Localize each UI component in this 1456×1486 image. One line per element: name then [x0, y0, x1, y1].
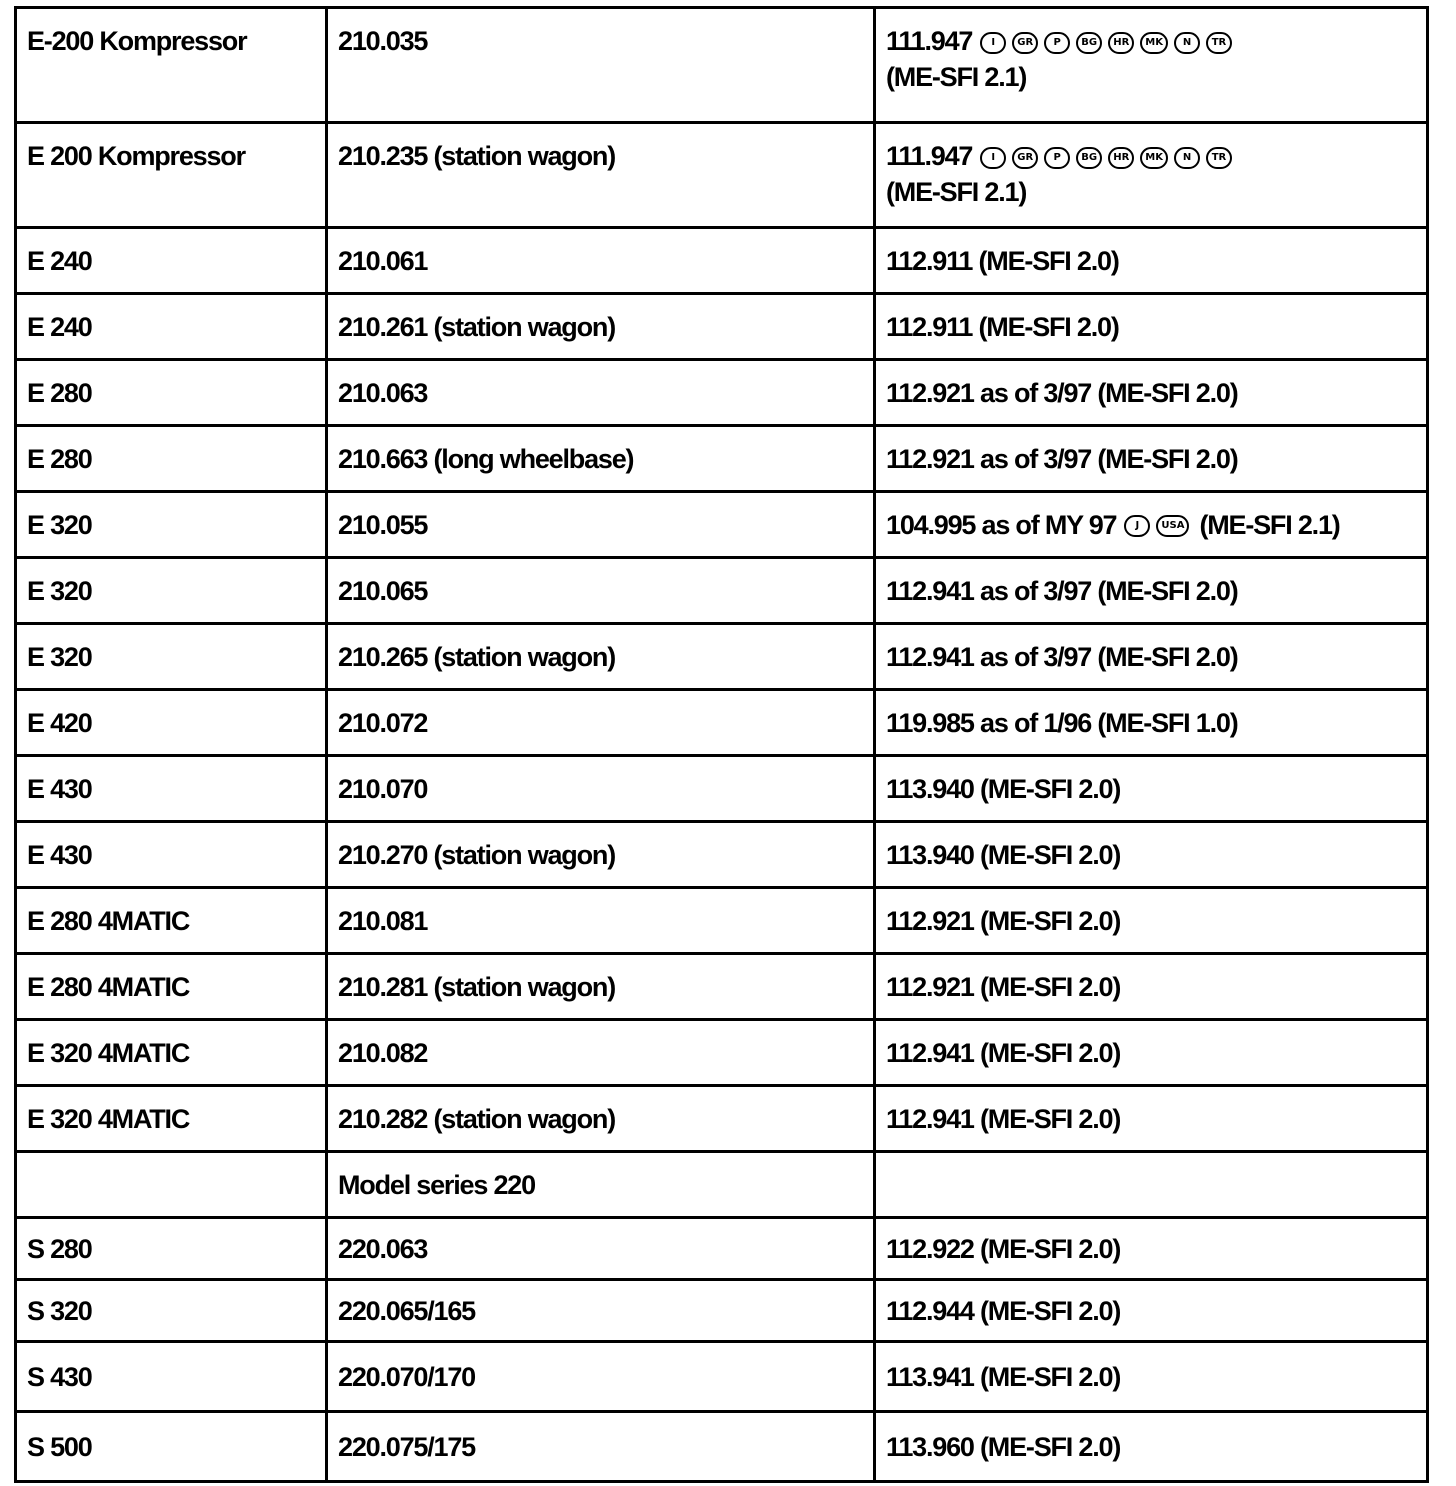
chassis-cell: 220.065/165 [327, 1280, 875, 1342]
table-row [16, 228, 1428, 294]
chassis-cell: 210.035 [327, 8, 875, 123]
table-row [16, 123, 1428, 228]
model-cell: E 320 [16, 558, 327, 624]
engine-cell [875, 492, 1428, 558]
country-code-badge: N [1174, 32, 1200, 54]
engine-cell: 113.940 (ME-SFI 2.0) [875, 756, 1428, 822]
table-row [16, 624, 1428, 690]
table-row [16, 1086, 1428, 1152]
country-badges [980, 32, 1232, 54]
table-row [16, 888, 1428, 954]
country-badges [1124, 515, 1189, 537]
table-row [16, 360, 1428, 426]
table-row [16, 1020, 1428, 1086]
country-code-badge: J [1124, 515, 1150, 537]
country-code-badge: P [1044, 32, 1070, 54]
chassis-cell: 210.072 [327, 690, 875, 756]
table-row [16, 426, 1428, 492]
table-row [16, 492, 1428, 558]
chassis-cell: 220.063 [327, 1218, 875, 1280]
model-cell: E 420 [16, 690, 327, 756]
model-cell: S 320 [16, 1280, 327, 1342]
country-code-badge: I [980, 147, 1006, 169]
country-code-badge: HR [1108, 32, 1134, 54]
engine-cell: 112.944 (ME-SFI 2.0) [875, 1280, 1428, 1342]
engine-cell: 112.921 (ME-SFI 2.0) [875, 888, 1428, 954]
engine-code-line [886, 23, 1416, 59]
section-heading-cell: Model series 220 [327, 1152, 875, 1218]
engine-cell: 119.985 as of 1/96 (ME-SFI 1.0) [875, 690, 1428, 756]
model-cell [16, 1152, 327, 1218]
chassis-cell: 210.063 [327, 360, 875, 426]
model-cell: E 430 [16, 756, 327, 822]
table-row [16, 954, 1428, 1020]
country-code-badge: TR [1206, 32, 1232, 54]
engine-cell [875, 1152, 1428, 1218]
model-cell: E 240 [16, 228, 327, 294]
model-cell: E 320 [16, 492, 327, 558]
engine-cell: 112.922 (ME-SFI 2.0) [875, 1218, 1428, 1280]
model-cell: E 280 [16, 426, 327, 492]
chassis-cell: 210.270 (station wagon) [327, 822, 875, 888]
model-cell: E 320 [16, 624, 327, 690]
model-cell: S 430 [16, 1342, 327, 1412]
engine-cell [875, 123, 1428, 228]
table-row [16, 1152, 1428, 1218]
model-cell: E 280 4MATIC [16, 954, 327, 1020]
engine-cell: 112.941 as of 3/97 (ME-SFI 2.0) [875, 558, 1428, 624]
engine-cell: 112.921 as of 3/97 (ME-SFI 2.0) [875, 426, 1428, 492]
engine-management-note: (ME-SFI 2.1) [1199, 509, 1340, 540]
table-row [16, 8, 1428, 123]
country-code-badge: P [1044, 147, 1070, 169]
chassis-cell: 210.055 [327, 492, 875, 558]
country-code-badge: USA [1156, 515, 1189, 537]
chassis-cell: 210.235 (station wagon) [327, 123, 875, 228]
chassis-cell: 210.281 (station wagon) [327, 954, 875, 1020]
country-code-badge: I [980, 32, 1006, 54]
engine-cell: 112.941 (ME-SFI 2.0) [875, 1020, 1428, 1086]
model-cell: E 430 [16, 822, 327, 888]
model-cell: S 500 [16, 1412, 327, 1482]
model-cell: E 320 4MATIC [16, 1086, 327, 1152]
model-cell: E 240 [16, 294, 327, 360]
country-code-badge: TR [1206, 147, 1232, 169]
country-code-badge: GR [1012, 32, 1038, 54]
vehicle-engine-table [14, 6, 1429, 1483]
model-cell: E 280 4MATIC [16, 888, 327, 954]
engine-management-note: (ME-SFI 2.1) [886, 62, 1027, 92]
chassis-cell: 210.282 (station wagon) [327, 1086, 875, 1152]
country-badges [980, 147, 1232, 169]
engine-cell: 112.941 as of 3/97 (ME-SFI 2.0) [875, 624, 1428, 690]
table-body [16, 8, 1428, 1482]
table-row [16, 822, 1428, 888]
model-cell: E 320 4MATIC [16, 1020, 327, 1086]
model-cell: S 280 [16, 1218, 327, 1280]
engine-cell: 113.940 (ME-SFI 2.0) [875, 822, 1428, 888]
chassis-cell: 210.261 (station wagon) [327, 294, 875, 360]
table-row [16, 558, 1428, 624]
chassis-cell: 210.070 [327, 756, 875, 822]
table-row [16, 1342, 1428, 1412]
engine-code-line [886, 138, 1416, 174]
engine-cell: 112.911 (ME-SFI 2.0) [875, 294, 1428, 360]
table-row [16, 1280, 1428, 1342]
country-code-badge: MK [1140, 32, 1168, 54]
engine-cell: 113.941 (ME-SFI 2.0) [875, 1342, 1428, 1412]
chassis-cell: 210.061 [327, 228, 875, 294]
engine-code: 111.947 [886, 141, 973, 171]
chassis-cell: 220.075/175 [327, 1412, 875, 1482]
chassis-cell: 210.065 [327, 558, 875, 624]
country-code-badge: MK [1140, 147, 1168, 169]
country-code-badge: N [1174, 147, 1200, 169]
chassis-cell: 220.070/170 [327, 1342, 875, 1412]
country-code-badge: BG [1076, 147, 1102, 169]
engine-cell: 112.941 (ME-SFI 2.0) [875, 1086, 1428, 1152]
engine-cell: 112.921 as of 3/97 (ME-SFI 2.0) [875, 360, 1428, 426]
engine-code: 104.995 as of MY 97 [886, 509, 1117, 540]
model-cell: E 280 [16, 360, 327, 426]
engine-cell [875, 8, 1428, 123]
chassis-cell: 210.265 (station wagon) [327, 624, 875, 690]
chassis-cell: 210.082 [327, 1020, 875, 1086]
model-cell: E-200 Kompressor [16, 8, 327, 123]
table-row [16, 1218, 1428, 1280]
country-code-badge: BG [1076, 32, 1102, 54]
engine-cell: 113.960 (ME-SFI 2.0) [875, 1412, 1428, 1482]
chassis-cell: 210.081 [327, 888, 875, 954]
engine-management-note: (ME-SFI 2.1) [886, 177, 1027, 207]
table-row [16, 756, 1428, 822]
engine-code: 111.947 [886, 26, 973, 56]
table-row [16, 294, 1428, 360]
country-code-badge: HR [1108, 147, 1134, 169]
model-cell: E 200 Kompressor [16, 123, 327, 228]
table-row [16, 1412, 1428, 1482]
chassis-cell: 210.663 (long wheelbase) [327, 426, 875, 492]
engine-cell: 112.921 (ME-SFI 2.0) [875, 954, 1428, 1020]
country-code-badge: GR [1012, 147, 1038, 169]
table-row [16, 690, 1428, 756]
engine-cell: 112.911 (ME-SFI 2.0) [875, 228, 1428, 294]
